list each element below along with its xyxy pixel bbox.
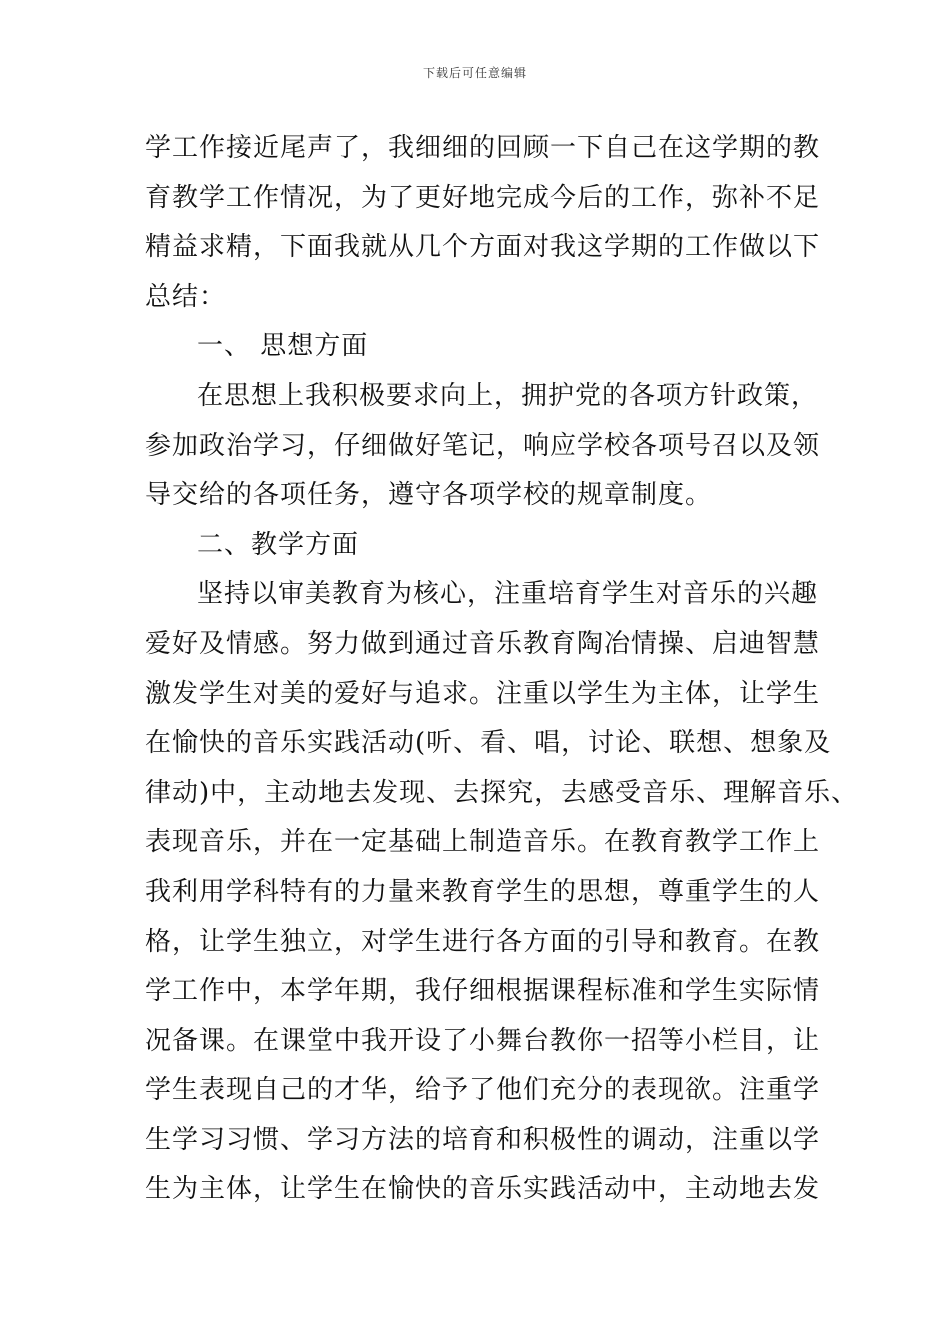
text-line-4: 总结： [145, 281, 227, 312]
section-heading-2: 二、教学方面 [197, 529, 360, 560]
text-line-21: 生学习习惯、学习方法的培育和积极性的调动，注重以学 [145, 1124, 821, 1155]
page-header: 下载后可任意编辑 [422, 66, 527, 80]
text-line-10: 坚持以审美教育为核心，注重培育学生对音乐的兴趣 [197, 579, 819, 610]
text-line-14: 律动)中，主动地去发现、去探究，去感受音乐、理解音乐、 [145, 777, 859, 808]
text-line-22: 生为主体，让学生在愉快的音乐实践活动中，主动地去发 [145, 1174, 821, 1205]
text-line-7: 参加政治学习，仔细做好笔记，响应学校各项号召以及领 [145, 430, 821, 461]
text-line-3: 精益求精，下面我就从几个方面对我这学期的工作做以下 [145, 232, 821, 263]
text-line-17: 格，让学生独立，对学生进行各方面的引导和教育。在教 [145, 926, 821, 957]
text-line-16: 我利用学科特有的力量来教育学生的思想，尊重学生的人 [145, 876, 821, 907]
text-line-13: 在愉快的音乐实践活动(听、看、唱，讨论、联想、想象及 [145, 728, 832, 759]
text-line-2: 育教学工作情况，为了更好地完成今后的工作，弥补不足 [145, 182, 821, 213]
section-heading-1: 一、 思想方面 [197, 331, 369, 362]
text-line-15: 表现音乐，并在一定基础上制造音乐。在教育教学工作上 [145, 827, 821, 858]
text-line-19: 况备课。在课堂中我开设了小舞台教你一招等小栏目，让 [145, 1025, 821, 1056]
text-line-8: 导交给的各项任务，遵守各项学校的规章制度。 [145, 480, 713, 511]
text-line-18: 学工作中，本学年期，我仔细根据课程标准和学生实际情 [145, 976, 821, 1007]
text-line-12: 激发学生对美的爱好与追求。注重以学生为主体，让学生 [145, 678, 821, 709]
text-line-20: 学生表现自己的才华，给予了他们充分的表现欲。注重学 [145, 1075, 821, 1106]
document-body [145, 124, 859, 1215]
text-line-11: 爱好及情感。努力做到通过音乐教育陶冶情操、启迪智慧 [145, 628, 821, 659]
text-line-6: 在思想上我积极要求向上，拥护党的各项方针政策， [197, 380, 819, 411]
text-line-1: 学工作接近尾声了，我细细的回顾一下自己在这学期的教 [145, 133, 821, 163]
